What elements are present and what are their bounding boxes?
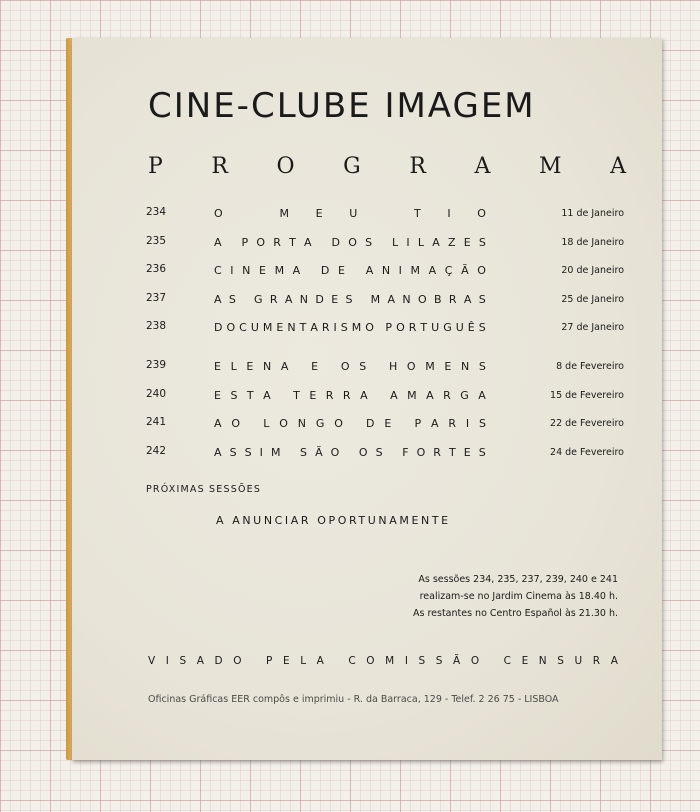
session-film-title: O M E U T I O xyxy=(214,207,486,220)
session-date: 24 de Fevereiro xyxy=(550,446,624,458)
page-subtitle: P R O G R A M A xyxy=(148,154,626,179)
session-date: 8 de Fevereiro xyxy=(556,360,624,372)
session-film-title: E L E N A E O S H O M E N S xyxy=(214,359,486,373)
session-row xyxy=(144,261,624,290)
session-notes xyxy=(413,571,618,622)
session-date: 18 de Janeiro xyxy=(561,236,624,248)
censorship-notice: V I S A D O P E L A C O M I S S Ã O C E N S U R A xyxy=(148,655,618,667)
page-title: CINE-CLUBE IMAGEM xyxy=(148,86,536,126)
session-film-title: D O C U M E N T A R I S M O P O R T U G U Ê S xyxy=(214,321,486,335)
session-number: 235 xyxy=(146,234,167,247)
session-number: 234 xyxy=(146,206,167,218)
note-line: As sessões 234, 235, 237, 239, 240 e 241 xyxy=(418,574,618,585)
session-row xyxy=(144,386,624,415)
note-line: realizam-se no Jardim Cinema às 18.40 h. xyxy=(419,591,618,602)
session-number: 236 xyxy=(146,263,167,276)
session-date: 11 de Janeiro xyxy=(561,208,624,219)
session-row xyxy=(144,357,624,386)
printer-credit: Oficinas Gráficas EER compôs e imprimiu - R. da Barraca, 129 - Telef. 2 26 75 - LISBOA xyxy=(148,694,559,705)
session-film-title: E S T A T E R R A A M A R G A xyxy=(214,388,486,402)
session-film-title: A S S I M S Ã O O S F O R T E S xyxy=(214,445,486,459)
proximas-sessoes-label: PRÓXIMAS SESSÕES xyxy=(146,484,262,495)
session-row xyxy=(144,414,624,443)
session-number: 241 xyxy=(146,416,167,429)
session-date: 20 de Janeiro xyxy=(561,265,624,277)
session-number: 242 xyxy=(146,444,167,457)
session-row xyxy=(144,233,624,262)
session-date: 27 de Janeiro xyxy=(561,322,624,334)
session-film-title: A P O R T A D O S L I L A Z E S xyxy=(214,235,486,249)
session-film-title: A O L O N G O D E P A R I S xyxy=(214,417,486,431)
session-number: 238 xyxy=(146,320,167,333)
session-date: 15 de Fevereiro xyxy=(550,389,624,401)
note-line: As restantes no Centro Español às 21.30 h. xyxy=(412,608,618,619)
session-row xyxy=(144,443,624,472)
anunciar-text: A ANUNCIAR OPORTUNAMENTE xyxy=(216,514,451,527)
session-row xyxy=(144,204,624,233)
session-number: 239 xyxy=(146,358,167,371)
session-film-title: A S G R A N D E S M A N O B R A S xyxy=(214,292,486,306)
list-gap xyxy=(144,347,624,357)
session-film-title: C I N E M A D E A N I M A Ç Ã O xyxy=(214,264,486,278)
program-list xyxy=(144,204,624,471)
session-date: 22 de Fevereiro xyxy=(550,418,624,430)
session-number: 240 xyxy=(146,387,167,400)
session-number: 237 xyxy=(146,291,167,304)
session-date: 25 de Janeiro xyxy=(561,293,624,305)
session-row xyxy=(144,318,624,347)
program-sheet xyxy=(72,38,662,760)
session-row xyxy=(144,290,624,319)
